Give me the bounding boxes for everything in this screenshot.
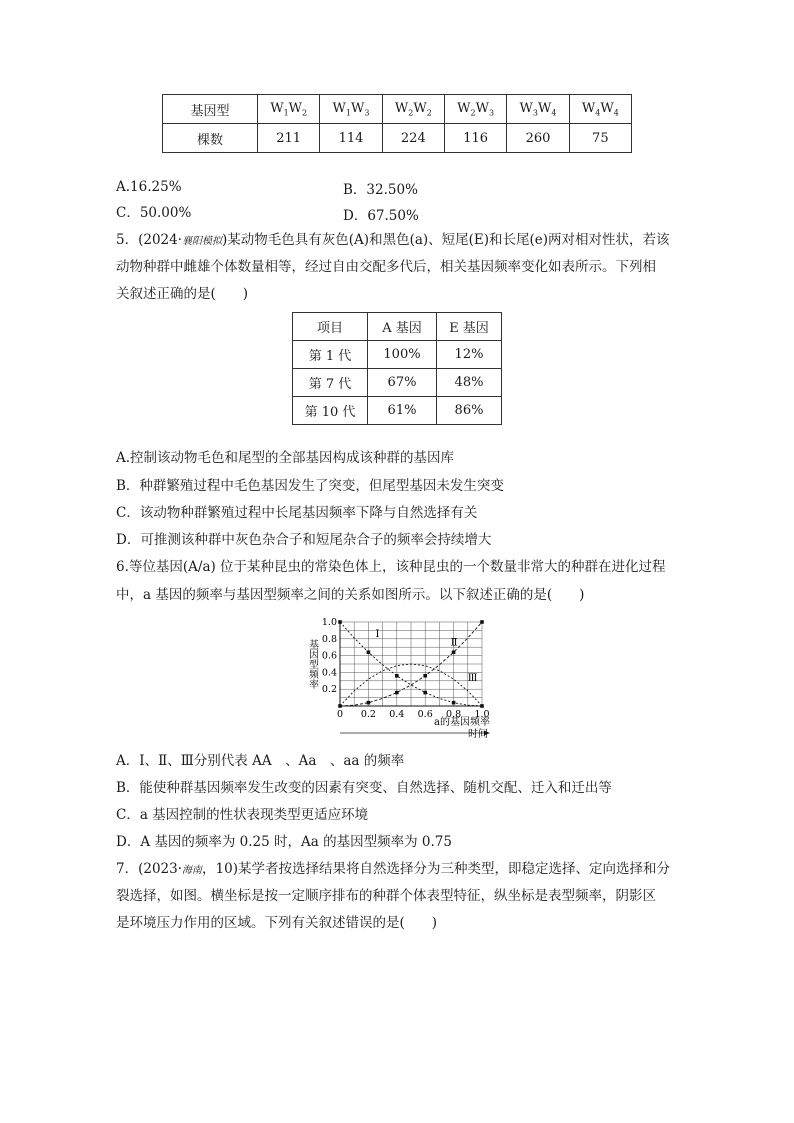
- x-tick-label: 0.4: [389, 709, 405, 720]
- table-cell: 100%: [368, 341, 437, 369]
- count-cell: 114: [320, 124, 382, 153]
- series-label: Ⅱ: [450, 637, 458, 649]
- q5-stem-line3: 关叙述正确的是( ): [116, 286, 249, 302]
- table-header-label: 基因型: [163, 95, 258, 124]
- table-cell: 86%: [437, 397, 502, 425]
- x-tick-label: 0.8: [446, 709, 462, 720]
- table-cell: 12%: [437, 341, 502, 369]
- genotype-frequency-chart: [300, 614, 500, 740]
- count-cell: 75: [569, 124, 631, 153]
- q5-stem-line1: 5．(2024·襄阳模拟)某动物毛色具有灰色(A)和黑色(a)、短尾(E)和长尾(e)两对相对性状，若该: [116, 232, 670, 248]
- q6-option-d: D．A 基因的频率为 0.25 时，Aa 的基因型频率为 0.75: [116, 834, 452, 850]
- col-header: 项目: [293, 313, 368, 341]
- time-label: 时间: [468, 729, 488, 740]
- x-axis-label: a的基因频率: [434, 717, 490, 728]
- count-cell: 260: [507, 124, 569, 153]
- data-point: [367, 650, 371, 654]
- series-label: Ⅰ: [375, 629, 380, 641]
- q6-option-b: B．能使种群基因频率发生改变的因素有突变、自然选择、随机交配、迁入和迁出等: [116, 780, 612, 796]
- count-cell: 211: [258, 124, 320, 153]
- data-point: [452, 650, 456, 654]
- q4-option-a: A.16.25%: [116, 179, 182, 195]
- q7-source-tag: 海南: [182, 865, 203, 876]
- genotype-cell: $W_4W_4$: [569, 95, 631, 124]
- data-point: [423, 691, 427, 695]
- table-cell: 61%: [368, 397, 437, 425]
- row-label: 第 10 代: [293, 397, 368, 425]
- data-point: [395, 674, 399, 678]
- q6-option-a: A．Ⅰ、Ⅱ、Ⅲ分别代表 AA 、Aa 、aa 的频率: [116, 753, 405, 769]
- genotype-cell: $W_1W_2$: [258, 95, 320, 124]
- table-row-label: 棵数: [163, 124, 258, 153]
- q4-option-b: B．32.50%: [343, 182, 418, 198]
- x-tick-label: 0.2: [360, 709, 376, 720]
- q5-stem-line2: 动物种群中雌雄个体数量相等，经过自由交配多代后，相关基因频率变化如表所示。下列相: [116, 259, 656, 275]
- data-point: [395, 691, 399, 695]
- count-cell: 116: [444, 124, 506, 153]
- q5-option-b: B．种群繁殖过程中毛色基因发生了突变，但尾型基因未发生突变: [116, 478, 504, 494]
- table-cell: 48%: [437, 369, 502, 397]
- genotype-cell: $W_2W_2$: [382, 95, 444, 124]
- genotype-cell: $W_1W_3$: [320, 95, 382, 124]
- data-point: [367, 701, 371, 705]
- genotype-cell: $W_3W_4$: [507, 95, 569, 124]
- q7-stem-line3: 是环境压力作用的区域。下列有关叙述错误的是( ): [116, 915, 438, 931]
- q7-stem-line2: 裂选择，如图。横坐标是按一定顺序排布的种群个体表型特征，纵坐标是表型频率，阴影区: [116, 888, 656, 904]
- q6-stem-line1: 6.等位基因(A/a) 位于某种昆虫的常染色体上，该种昆虫的一个数量非常大的种群在进化过程: [116, 559, 666, 575]
- row-label: 第 7 代: [293, 369, 368, 397]
- y-tick-label: 0.8: [321, 633, 337, 645]
- gene-frequency-table: [292, 312, 502, 425]
- q5-option-d: D．可推测该种群中灰色杂合子和短尾杂合子的频率会持续增大: [116, 532, 492, 548]
- x-tick-label: 0.6: [417, 709, 433, 720]
- genotype-cell: $W_2W_3$: [444, 95, 506, 124]
- col-header: E 基因: [437, 313, 502, 341]
- y-tick-label: 0.6: [321, 650, 337, 662]
- q5-option-a: A.控制该动物毛色和尾型的全部基因构成该种群的基因库: [116, 450, 455, 466]
- x-tick-label: 1.0: [474, 709, 490, 720]
- y-tick-label: 1.0: [321, 617, 337, 628]
- col-header: A 基因: [368, 313, 437, 341]
- row-label: 第 1 代: [293, 341, 368, 369]
- q6-option-c: C．a 基因控制的性状表现类型更适应环境: [116, 807, 369, 823]
- q7-stem-line1: 7．(2023·海南，10)某学者按选择结果将自然选择分为三种类型，即稳定选择、定向选择和分: [116, 861, 670, 877]
- q4-option-d: D．67.50%: [343, 208, 419, 224]
- data-point: [452, 701, 456, 705]
- x-tick-label: 0: [336, 709, 344, 720]
- q6-stem-line2: 中，a 基因的频率与基因型频率之间的关系如图所示。以下叙述正确的是( ): [116, 587, 585, 603]
- q5-option-c: C．该动物种群繁殖过程中长尾基因频率下降与自然选择有关: [116, 505, 478, 521]
- series-label: Ⅲ: [467, 672, 478, 684]
- q4-option-c: C．50.00%: [116, 205, 192, 221]
- genotype-count-table: [162, 94, 632, 153]
- data-point: [338, 620, 342, 624]
- y-tick-label: 0.2: [321, 684, 337, 696]
- y-tick-label: 0.4: [321, 667, 337, 679]
- data-point: [423, 674, 427, 678]
- count-cell: 224: [382, 124, 444, 153]
- data-point: [480, 620, 484, 624]
- q5-source-tag: 襄阳模拟: [182, 236, 223, 247]
- y-axis-label: 基因型频率: [306, 639, 318, 689]
- table-cell: 67%: [368, 369, 437, 397]
